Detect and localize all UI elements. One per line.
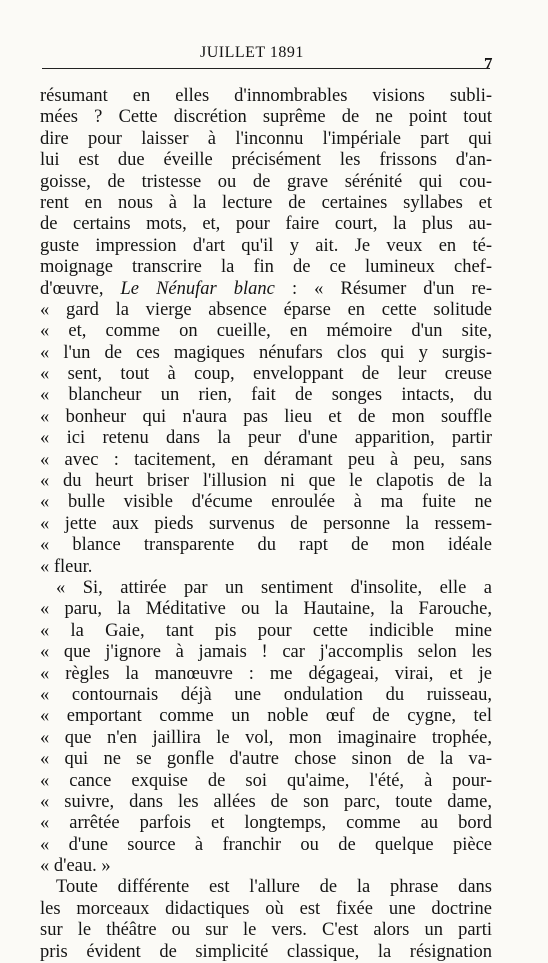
- quote-line: « d'une source à franchir ou de quelque pièce: [40, 834, 492, 855]
- text-line: les morceaux didactiques où est fixée une doctrine: [40, 898, 492, 919]
- text-line: résumant en elles d'innombrables visions subli-: [40, 86, 492, 106]
- quote-line: « bulle visible d'écume enroulée à ma fuite ne: [40, 492, 492, 513]
- quote-line: « règles la manœuvre : me dégageai, virai, et je: [40, 663, 492, 684]
- quote-line: « jette aux pieds survenus de personne la ressem-: [40, 513, 492, 534]
- quote-line: « ici retenu dans la peur d'une apparition, partir: [40, 428, 492, 449]
- text-line: goisse, de tristesse ou de grave sérénité qui cou-: [40, 171, 492, 192]
- line-start: d'œuvre,: [40, 278, 121, 299]
- text-line: mées ? Cette discrétion suprême de ne point tout: [40, 107, 492, 128]
- text-line: dire pour laisser à l'inconnu l'impériale part qui: [40, 128, 492, 149]
- quote-line: « fleur.: [40, 556, 93, 577]
- text-line: Toute différente est l'allure de la phrase dans: [56, 877, 492, 898]
- quote-line: « Si, attirée par un sentiment d'insolite, elle a: [56, 577, 492, 598]
- quote-line: « contournais déjà une ondulation du ruisseau,: [40, 684, 492, 705]
- text-line: lui est due éveille précisément les frissons d'an-: [40, 150, 492, 171]
- quote-line: « la Gaie, tant pis pour cette indicible mine: [40, 620, 492, 641]
- quote-line: « blancheur un rien, fait de songes intacts, du: [40, 385, 492, 406]
- quote-line: « bonheur qui n'aura pas lieu et de mon souffle: [40, 406, 492, 427]
- quote-line: « suivre, dans les allées de son parc, toute dame,: [40, 791, 492, 812]
- quote-line: « emportant comme un noble œuf de cygne, tel: [40, 706, 492, 727]
- quote-line: « et, comme on cueille, en mémoire d'un site,: [40, 321, 492, 342]
- line-end: : « Résumer d'un re-: [274, 278, 492, 299]
- work-title: Le Nénufar blanc: [120, 278, 275, 299]
- text-line: moignage transcrire la fin de ce lumineux chef-: [40, 257, 492, 278]
- quote-line: « cance exquise de soi qu'aime, l'été, à pour-: [40, 770, 492, 791]
- page-number: 7: [484, 54, 493, 73]
- text-line: guste impression d'art qu'il y ait. Je veux en té-: [40, 235, 492, 256]
- quote-line: « arrêtée parfois et longtemps, comme au bord: [40, 813, 492, 834]
- text-line: rent en nous à la lecture de certaines syllabes et: [40, 192, 492, 213]
- text-line-with-title: [40, 279, 492, 300]
- text-line: sur le théâtre ou sur le vers. C'est alors un parti: [40, 920, 492, 941]
- quote-line: « gard la vierge absence éparse en cette solitude: [40, 299, 492, 320]
- text-line: de certains mots, et, pour faire court, la plus au-: [40, 214, 492, 235]
- running-title: JUILLET 1891: [200, 44, 304, 61]
- quote-line: « du heurt briser l'illusion ni que le clapotis de la: [40, 471, 492, 492]
- text-line: pris évident de simplicité classique, la résignation: [40, 941, 492, 962]
- quote-line: « que j'ignore à jamais ! car j'accomplis selon les: [40, 642, 492, 663]
- quote-line: « avec : tacitement, en déramant peu à peu, sans: [40, 449, 492, 470]
- body-text: [40, 86, 492, 963]
- quote-line: « qui ne se gonfle d'autre chose sinon de la va-: [40, 749, 492, 770]
- quote-line: « que n'en jaillira le vol, mon imaginaire trophée,: [40, 727, 492, 748]
- quote-line: « paru, la Méditative ou la Hautaine, la Farouche,: [40, 599, 492, 620]
- quote-line: « sent, tout à coup, enveloppant de leur creuse: [40, 364, 492, 385]
- quote-line: « d'eau. »: [40, 856, 111, 877]
- header-rule: [42, 68, 490, 69]
- quote-line: « blance transparente du rapt de mon idéale: [40, 535, 492, 556]
- running-head: [0, 40, 548, 73]
- quote-line: « l'un de ces magiques nénufars clos qui y surgis-: [40, 342, 492, 363]
